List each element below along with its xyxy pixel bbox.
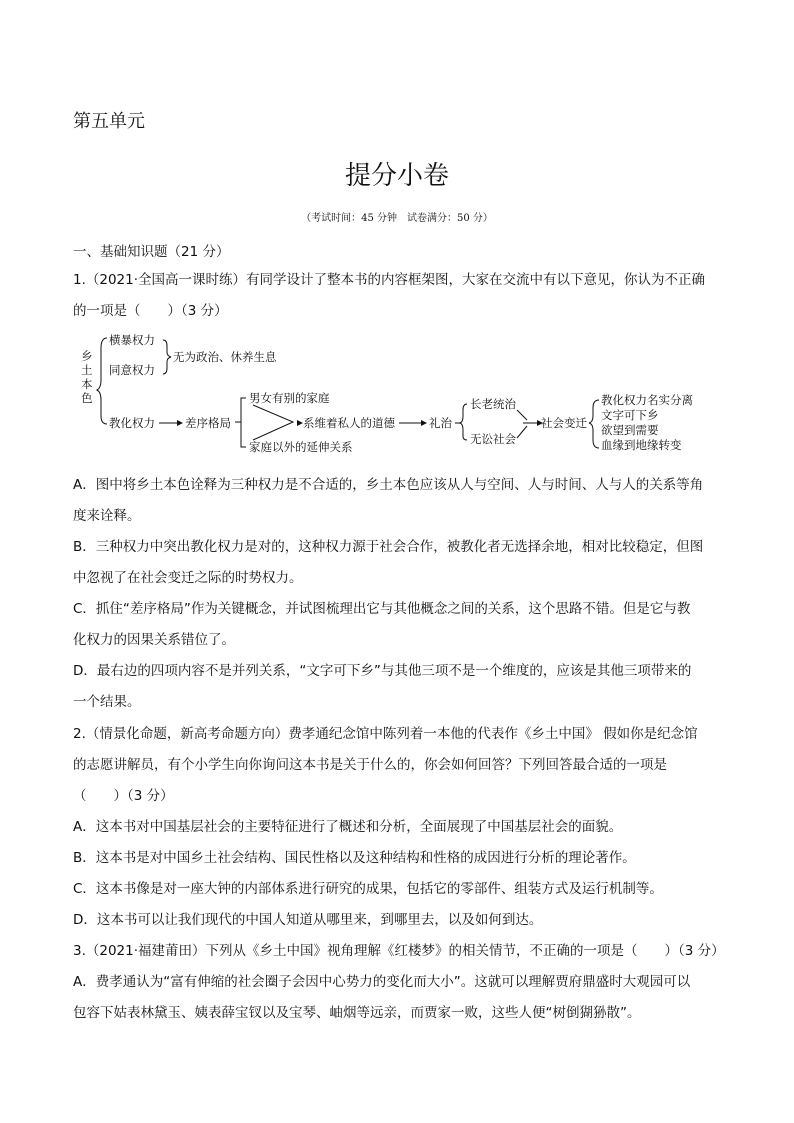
root-brace	[97, 338, 107, 424]
option-d: D．最右边的四项内容不是并列关系，“文字可下乡”与其他三项不是一个维度的，应该是其他三项带来的	[73, 663, 692, 679]
diagram-nolaw: 无讼社会	[470, 432, 516, 446]
option-b: 中忽视了在社会变迁之际的时势权力。	[73, 570, 303, 586]
option-a: 度来诠释。	[73, 508, 141, 524]
option-d: D．这本书可以让我们现代的中国人知道从哪里来，到哪里去，以及如何到达。	[73, 912, 543, 928]
exam-info: （考试时间：45 分钟 试卷满分：50 分）	[301, 213, 493, 224]
diagram-pattern: 差序格局	[185, 416, 231, 430]
diagram-elder: 长老统治	[470, 397, 516, 411]
diagram-power1: 横暴权力	[109, 333, 155, 347]
option-b: B．这本书是对中国乡土社会结构、国民性格以及这种结构和性格的成因进行分析的理论著作。	[73, 850, 636, 866]
section-title: 一、基础知识题（21 分）	[73, 244, 230, 260]
option-d: 一个结果。	[73, 694, 141, 710]
question-1-options	[73, 470, 723, 718]
question-2	[73, 719, 723, 1029]
option-a: A．这本书对中国基层社会的主要特征进行了概述和分析，全面展现了中国基层社会的面貌。	[73, 819, 623, 835]
option-c: C．抓住“差序格局”作为关键概念，并试图梳理出它与其他概念之间的关系，这个思路不错。但是它与教	[73, 601, 691, 617]
diagram-change: 社会变迁	[541, 416, 587, 430]
diagram-outcome: 文字可下乡	[601, 408, 659, 422]
diagram-rule: 礼治	[429, 416, 452, 430]
content-framework-diagram	[73, 330, 733, 460]
paper-title: 提分小卷	[344, 161, 449, 191]
diagram-outcome: 教化权力名实分离	[601, 393, 693, 407]
arrow-icon	[177, 420, 183, 426]
question-2-line: 2.（情景化命题，新高考命题方向）费孝通纪念馆中陈列着一本他的代表作《乡土中国》 假如你是纪念馆	[73, 726, 698, 742]
unit-label: 第五单元	[73, 111, 145, 132]
diagram-outcome: 血缘到地缘转变	[601, 438, 682, 452]
diagram-outcome: 欲望到需要	[601, 423, 659, 437]
question-1-line: 的一项是（ ）（3 分）	[73, 303, 228, 319]
diagram-power3: 教化权力	[109, 416, 155, 430]
question-2-line: （ ）（3 分）	[73, 788, 174, 804]
diagram-branch-a: 男女有别的家庭	[249, 391, 330, 405]
question-2-line: 的志愿讲解员，有个小学生向你询问这本书是关于什么的，你会如何回答？下列回答最合适的一项是	[73, 757, 667, 773]
diagram-result12: 无为政治、休养生息	[173, 350, 277, 364]
option-a: A．图中将乡土本色诠释为三种权力是不合适的，乡土本色应该从人与空间、人与时间、人与人的关系等角	[73, 477, 704, 493]
power-brace	[163, 340, 171, 374]
question-3-line: 3.（2021·福建莆田）下列从《乡土中国》视角理解《红楼梦》的相关情节，不正确的一项是（ ）（3 分）	[73, 943, 725, 959]
option-c: C．这本书像是对一座大钟的内部体系进行研究的成果，包括它的零部件、组装方式及运行机制等。	[73, 881, 663, 897]
option-c: 化权力的因果关系错位了。	[73, 632, 235, 648]
diagram-branch-b: 家庭以外的延伸关系	[249, 440, 353, 454]
question-1-line: 1.（2021·全国高一课时练）有同学设计了整本书的内容框架图，大家在交流中有以下意见，你认为不正确	[73, 272, 706, 288]
question-1	[73, 265, 723, 327]
diagram-morality: 系维着私人的道德	[303, 416, 395, 430]
option-a: A．费孝通认为“富有伸缩的社会圈子会因中心势力的变化而大小”。这就可以理解贾府鼎盛时大观园可以	[73, 974, 691, 990]
diagram-power2: 同意权力	[109, 363, 155, 377]
arrow-icon	[421, 420, 427, 426]
diagram-root: 乡土本色	[81, 349, 93, 405]
option-a: 包容下姑表林黛玉、姨表薛宝钗以及宝琴、岫烟等远亲，而贾家一败，这些人便“树倒猢狲散”。	[73, 1005, 641, 1021]
option-b: B．三种权力中突出教化权力是对的，这种权力源于社会合作，被教化者无选择余地，相对比较稳定，但图	[73, 539, 704, 555]
